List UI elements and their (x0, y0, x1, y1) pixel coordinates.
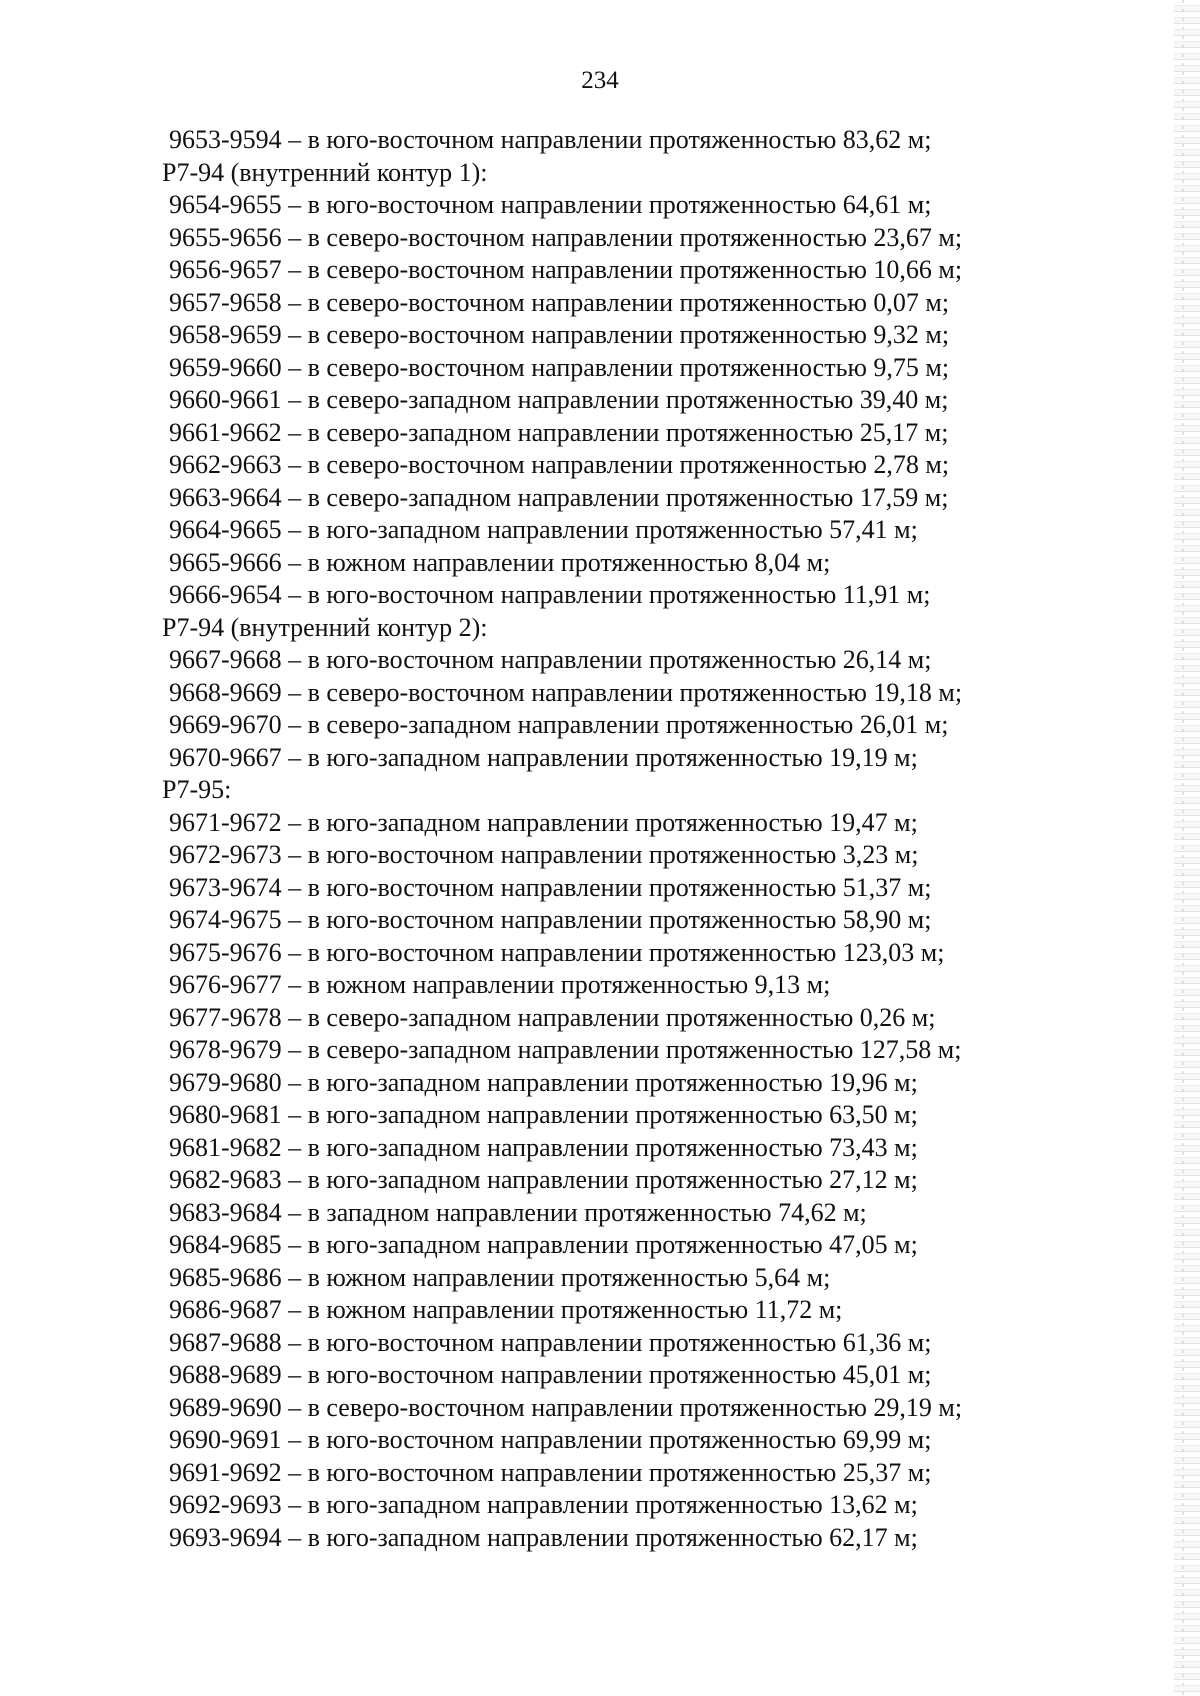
segment-line: 9693-9694 – в юго-западном направлении протяженностью 62,17 м; (169, 1522, 918, 1552)
segment-line: 9689-9690 – в северо-восточном направлении протяженностью 29,19 м; (169, 1392, 963, 1422)
segment-line: 9653-9594 – в юго-восточном направлении протяженностью 83,62 м; (169, 125, 932, 154)
segment-line: 9688-9689 – в юго-восточном направлении протяженностью 45,01 м; (169, 1360, 932, 1389)
section-heading: Р7-94 (внутренний контур 1): (162, 157, 488, 187)
segment-line: 9667-9668 – в юго-восточном направлении протяженностью 26,14 м; (169, 645, 932, 674)
segment-line: 9686-9687 – в южном направлении протяженностью 11,72 м; (169, 1295, 843, 1324)
segment-line: 9685-9686 – в южном направлении протяженностью 5,64 м; (169, 1262, 831, 1292)
segment-line: 9654-9655 – в юго-восточном направлении протяженностью 64,61 м; (169, 190, 932, 219)
segment-line: 9670-9667 – в юго-западном направлении протяженностью 19,19 м; (169, 742, 918, 772)
segment-line: 9683-9684 – в западном направлении протяженностью 74,62 м; (169, 1197, 867, 1227)
segment-line: 9664-9665 – в юго-западном направлении протяженностью 57,41 м; (169, 515, 918, 544)
segment-line: 9679-9680 – в юго-западном направлении протяженностью 19,96 м; (169, 1067, 918, 1097)
segment-line: 9672-9673 – в юго-восточном направлении протяженностью 3,23 м; (169, 840, 919, 869)
segment-line: 9656-9657 – в северо-восточном направлении протяженностью 10,66 м; (169, 255, 963, 284)
segment-line: 9692-9693 – в юго-западном направлении протяженностью 13,62 м; (169, 1490, 918, 1519)
segment-line: 9671-9672 – в юго-западном направлении протяженностью 19,47 м; (169, 807, 918, 837)
segment-line: 9684-9685 – в юго-западном направлении протяженностью 47,05 м; (169, 1230, 918, 1259)
segment-line: 9678-9679 – в северо-западном направлении протяженностью 127,58 м; (169, 1035, 962, 1064)
segment-line: 9674-9675 – в юго-восточном направлении протяженностью 58,90 м; (169, 905, 932, 934)
segment-line: 9682-9683 – в юго-западном направлении протяженностью 27,12 м; (169, 1165, 918, 1194)
segment-line: 9669-9670 – в северо-западном направлении протяженностью 26,01 м; (169, 710, 949, 739)
segment-line: 9662-9663 – в северо-восточном направлении протяженностью 2,78 м; (169, 450, 950, 479)
page-number: 234 (581, 67, 619, 94)
segment-line: 9655-9656 – в северо-восточном направлении протяженностью 23,67 м; (169, 222, 963, 252)
section-heading: Р7-95: (162, 775, 232, 804)
segment-line: 9658-9659 – в северо-восточном направлении протяженностью 9,32 м; (169, 320, 950, 349)
segment-line: 9690-9691 – в юго-восточном направлении протяженностью 69,99 м; (169, 1425, 932, 1454)
segment-line: 9657-9658 – в северо-восточном направлении протяженностью 0,07 м; (169, 287, 950, 317)
segment-line: 9680-9681 – в юго-западном направлении протяженностью 63,50 м; (169, 1100, 918, 1129)
segment-line: 9677-9678 – в северо-западном направлении протяженностью 0,26 м; (169, 1002, 936, 1032)
segment-line: 9660-9661 – в северо-западном направлении протяженностью 39,40 м; (169, 385, 949, 414)
section-heading: Р7-94 (внутренний контур 2): (162, 612, 488, 642)
segment-line: 9681-9682 – в юго-западном направлении протяженностью 73,43 м; (169, 1132, 918, 1162)
segment-line: 9676-9677 – в южном направлении протяженностью 9,13 м; (169, 970, 831, 999)
segment-line: 9665-9666 – в южном направлении протяженностью 8,04 м; (169, 547, 831, 577)
segment-line: 9668-9669 – в северо-восточном направлении протяженностью 19,18 м; (169, 677, 963, 707)
segment-line: 9687-9688 – в юго-восточном направлении протяженностью 61,36 м; (169, 1327, 932, 1357)
segment-line: 9666-9654 – в юго-восточном направлении протяженностью 11,91 м; (169, 580, 931, 609)
scan-edge-artifact (1174, 0, 1200, 1696)
segment-line: 9659-9660 – в северо-восточном направлении протяженностью 9,75 м; (169, 352, 950, 382)
segment-line: 9675-9676 – в юго-восточном направлении протяженностью 123,03 м; (169, 937, 945, 967)
segment-line: 9661-9662 – в северо-западном направлении протяженностью 25,17 м; (169, 417, 949, 447)
segment-line: 9691-9692 – в юго-восточном направлении протяженностью 25,37 м; (169, 1457, 932, 1487)
boundary-description-list (162, 124, 1062, 1554)
segment-line: 9673-9674 – в юго-восточном направлении протяженностью 51,37 м; (169, 872, 932, 902)
segment-line: 9663-9664 – в северо-западном направлении протяженностью 17,59 м; (169, 482, 949, 512)
